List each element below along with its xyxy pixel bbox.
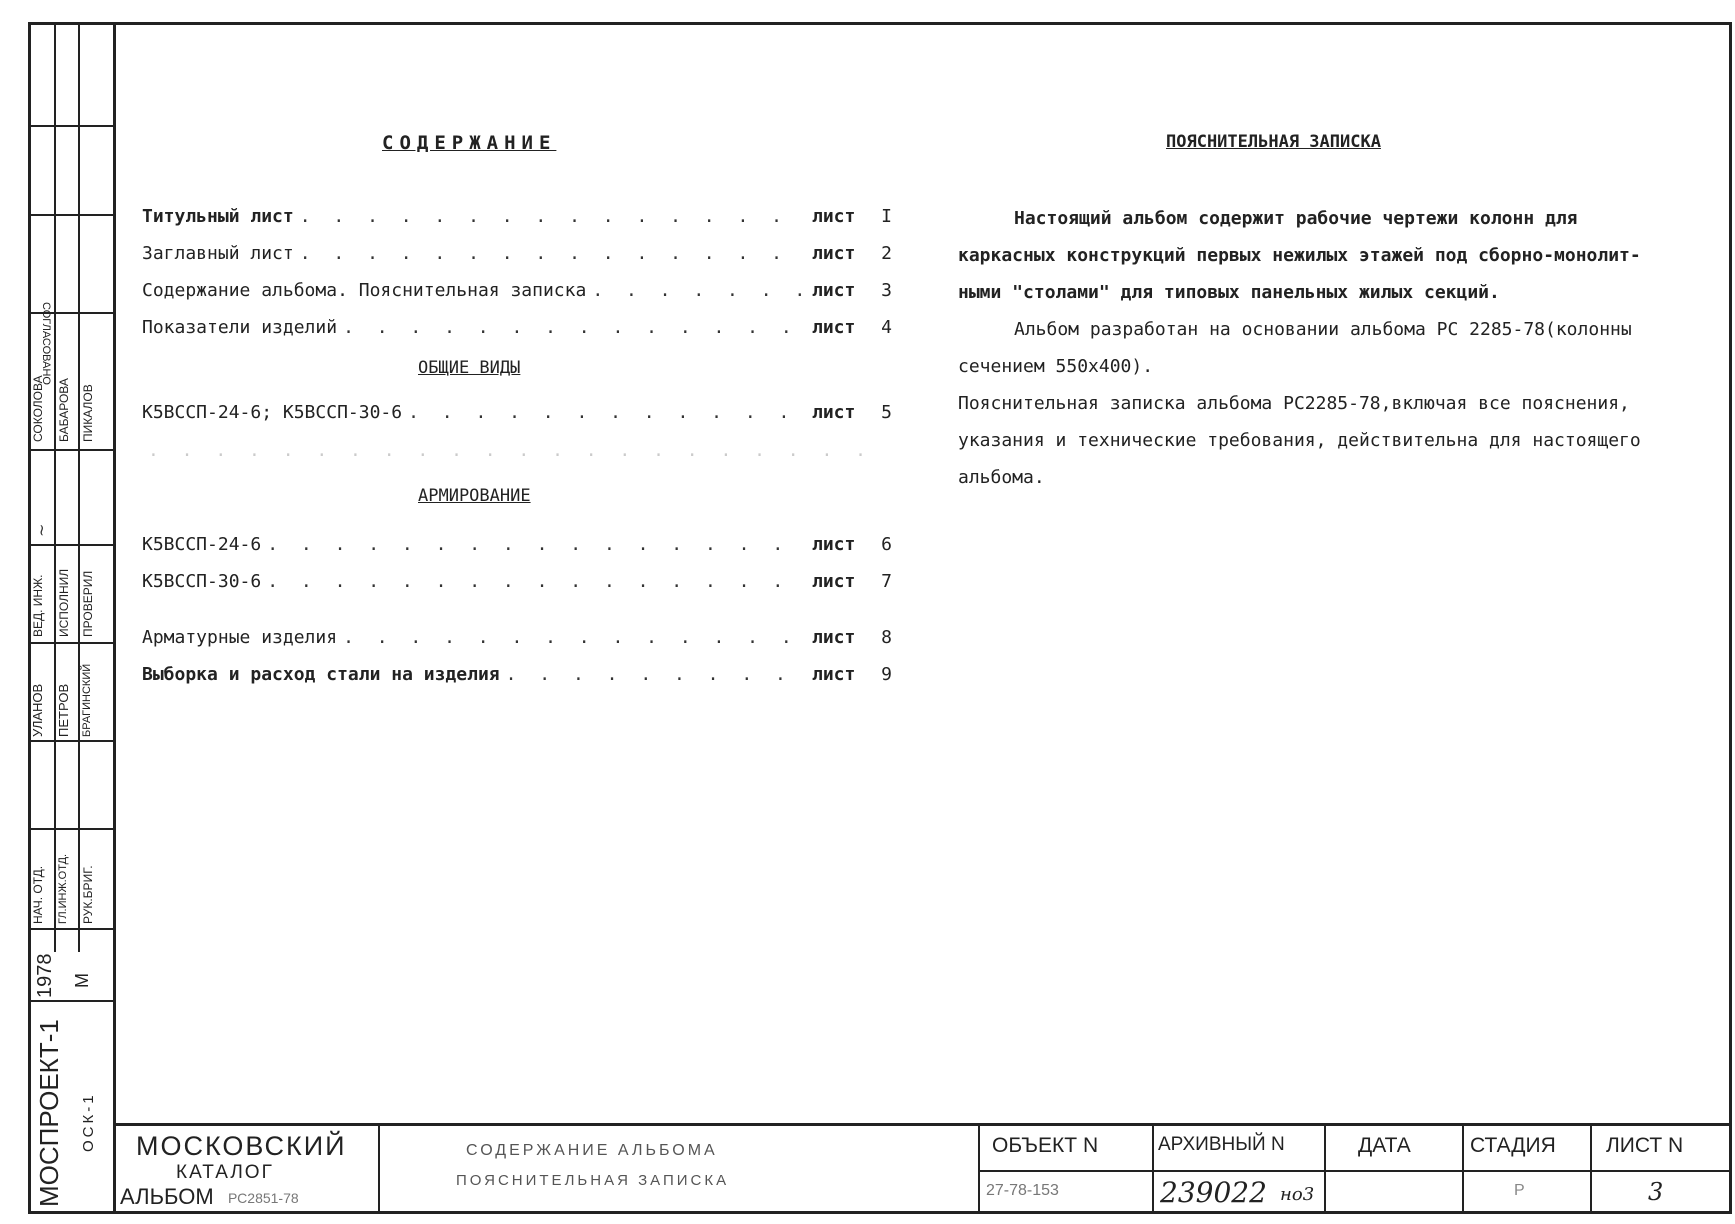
signature-scribble: ~ <box>32 523 51 537</box>
dot-leader <box>592 280 806 301</box>
stamp-rule <box>28 214 113 216</box>
stamp-name: ПИКАЛОВ <box>81 384 95 442</box>
toc-entry-label: Выборка и расход стали на изделия <box>142 664 500 685</box>
dot-leader <box>267 534 806 555</box>
toc-entry-word: лист <box>812 534 856 555</box>
faded-toc-line <box>142 440 892 470</box>
toc-entry <box>142 571 892 601</box>
note-line: указания и технические требования, действительна для настоящего <box>958 430 1641 451</box>
org-line1: МОСКОВСКИЙ <box>136 1131 347 1161</box>
toc-title: СОДЕРЖАНИЕ <box>382 132 557 154</box>
section-reinforcement-heading: АРМИРОВАНИЕ <box>418 486 531 506</box>
value-archive: 239022 <box>1160 1176 1267 1209</box>
dot-leader <box>267 571 806 592</box>
stamp-role: ГЛ.ИНЖ.ОТД. <box>57 853 69 924</box>
note-line: сечением 550х400). <box>958 356 1154 377</box>
toc-entry-word: лист <box>812 206 856 227</box>
toc-entry-word: лист <box>812 402 856 423</box>
stamp-year: 1978 <box>34 953 56 998</box>
toc-entry <box>142 280 892 310</box>
toc-entry <box>142 534 892 564</box>
stamp-role: ВЕД. ИНЖ. <box>31 574 45 637</box>
dot-leader <box>300 243 806 264</box>
note-line: Настоящий альбом содержит рабочие чертежи колонн для <box>1014 208 1578 229</box>
note-line: ными "столами" для типовых панельных жилых секций. <box>958 282 1500 303</box>
stamp-code: ОСК-1 <box>80 1092 97 1152</box>
note-line: Альбом разработан на основании альбома РС 2285-78(колонны <box>1014 319 1632 340</box>
stamp-name: СОКОЛОВА <box>31 375 45 442</box>
dot-leader <box>300 206 806 227</box>
header-object: ОБЪЕКТ N <box>992 1134 1099 1157</box>
toc-entry-word: лист <box>812 317 856 338</box>
title-block-divider <box>378 1126 380 1214</box>
toc-entry <box>142 317 892 347</box>
value-archive-suffix: но3 <box>1280 1184 1315 1205</box>
toc-entry-word: лист <box>812 627 856 648</box>
stamp-org: МОСПРОЕКТ-1 <box>34 1019 64 1207</box>
stamp-role: ПРОВЕРИЛ <box>81 570 95 637</box>
section-general-heading: ОБЩИЕ ВИДЫ <box>418 358 521 378</box>
note-paragraph-1 <box>958 200 1688 496</box>
dot-leader <box>148 440 886 461</box>
toc-entry <box>142 664 892 694</box>
toc-entry-number: 2 <box>881 243 892 264</box>
note-line: Пояснительная записка альбома РС2285-78,включая все пояснения, <box>958 393 1630 414</box>
value-sheet: 3 <box>1648 1178 1664 1206</box>
toc-entry-label: Титульный лист <box>142 206 294 227</box>
stamp-rule <box>28 928 113 930</box>
stamp-rule <box>28 740 113 742</box>
dot-leader <box>343 317 806 338</box>
toc-entry-label: К5ВССП-24-6; К5ВССП-30-6 <box>142 402 403 423</box>
toc-entry-label: К5ВССП-30-6 <box>142 571 262 592</box>
toc-entry <box>142 402 892 432</box>
toc-entry-number: I <box>881 206 892 227</box>
note-title: ПОЯСНИТЕЛЬНАЯ ЗАПИСКА <box>1166 132 1381 152</box>
toc-entry-label: Содержание альбома. Пояснительная записка <box>142 280 587 301</box>
stamp-name: ПЕТРОВ <box>56 683 71 737</box>
stamp-divider <box>54 22 56 952</box>
toc-entry-label: Показатели изделий <box>142 317 338 338</box>
stamp-role: РУК.БРИГ. <box>81 865 95 924</box>
dot-leader <box>343 627 806 648</box>
toc-entry-word: лист <box>812 664 856 685</box>
stamp-role: НАЧ. ОТД. <box>31 865 45 924</box>
toc-entry-number: 4 <box>881 317 892 338</box>
value-object: 27-78-153 <box>986 1182 1059 1199</box>
dot-leader <box>408 402 806 423</box>
header-sheet: ЛИСТ N <box>1606 1134 1684 1157</box>
toc-entry <box>142 243 892 273</box>
header-date: ДАТА <box>1358 1134 1411 1157</box>
toc-entry-number: 5 <box>881 402 892 423</box>
stamp-rule <box>28 544 113 546</box>
title-block-rule <box>978 1170 1732 1172</box>
toc-entry <box>142 627 892 657</box>
stamp-name: УЛАНОВ <box>30 683 45 737</box>
stamp-rule <box>28 449 113 451</box>
toc-entry-word: лист <box>812 571 856 592</box>
left-stamp-column <box>28 22 116 1214</box>
dot-leader <box>506 664 806 685</box>
stamp-month: М <box>72 973 92 988</box>
value-stage: Р <box>1514 1182 1525 1199</box>
note-line: каркасных конструкций первых нежилых этажей под сборно-монолит- <box>958 245 1641 266</box>
stamp-name: БАБАРОВА <box>57 378 71 442</box>
stamp-divider <box>78 22 80 952</box>
toc-entry-number: 3 <box>881 280 892 301</box>
desc-line2: ПОЯСНИТЕЛЬНАЯ ЗАПИСКА <box>456 1172 730 1189</box>
desc-line1: СОДЕРЖАНИЕ АЛЬБОМА <box>466 1142 718 1159</box>
toc-entry <box>142 206 892 236</box>
toc-entry-number: 6 <box>881 534 892 555</box>
stamp-name: БРАГИНСКИЙ <box>81 663 93 737</box>
org-line3: АЛЬБОМ <box>120 1184 214 1209</box>
title-block <box>116 1123 1732 1214</box>
org-line2: КАТАЛОГ <box>176 1162 274 1183</box>
toc-entry-number: 7 <box>881 571 892 592</box>
stamp-rule <box>28 828 113 830</box>
toc-entry-word: лист <box>812 243 856 264</box>
toc-entry-label: К5ВССП-24-6 <box>142 534 262 555</box>
agreed-label: СОГЛАСОВАНО <box>40 302 52 385</box>
toc-entry-number: 9 <box>881 664 892 685</box>
stamp-role: ИСПОЛНИЛ <box>57 568 71 637</box>
stamp-rule <box>28 642 113 644</box>
note-line: альбома. <box>958 467 1045 488</box>
header-archive: АРХИВНЫЙ N <box>1158 1134 1285 1155</box>
header-stage: СТАДИЯ <box>1470 1134 1556 1157</box>
toc-entry-number: 8 <box>881 627 892 648</box>
toc-entry-label: Арматурные изделия <box>142 627 338 648</box>
toc-entry-word: лист <box>812 280 856 301</box>
stamp-rule <box>28 125 113 127</box>
stamp-rule <box>28 1000 113 1002</box>
toc-entry-label: Заглавный лист <box>142 243 294 264</box>
org-album: РС2851-78 <box>228 1190 299 1206</box>
